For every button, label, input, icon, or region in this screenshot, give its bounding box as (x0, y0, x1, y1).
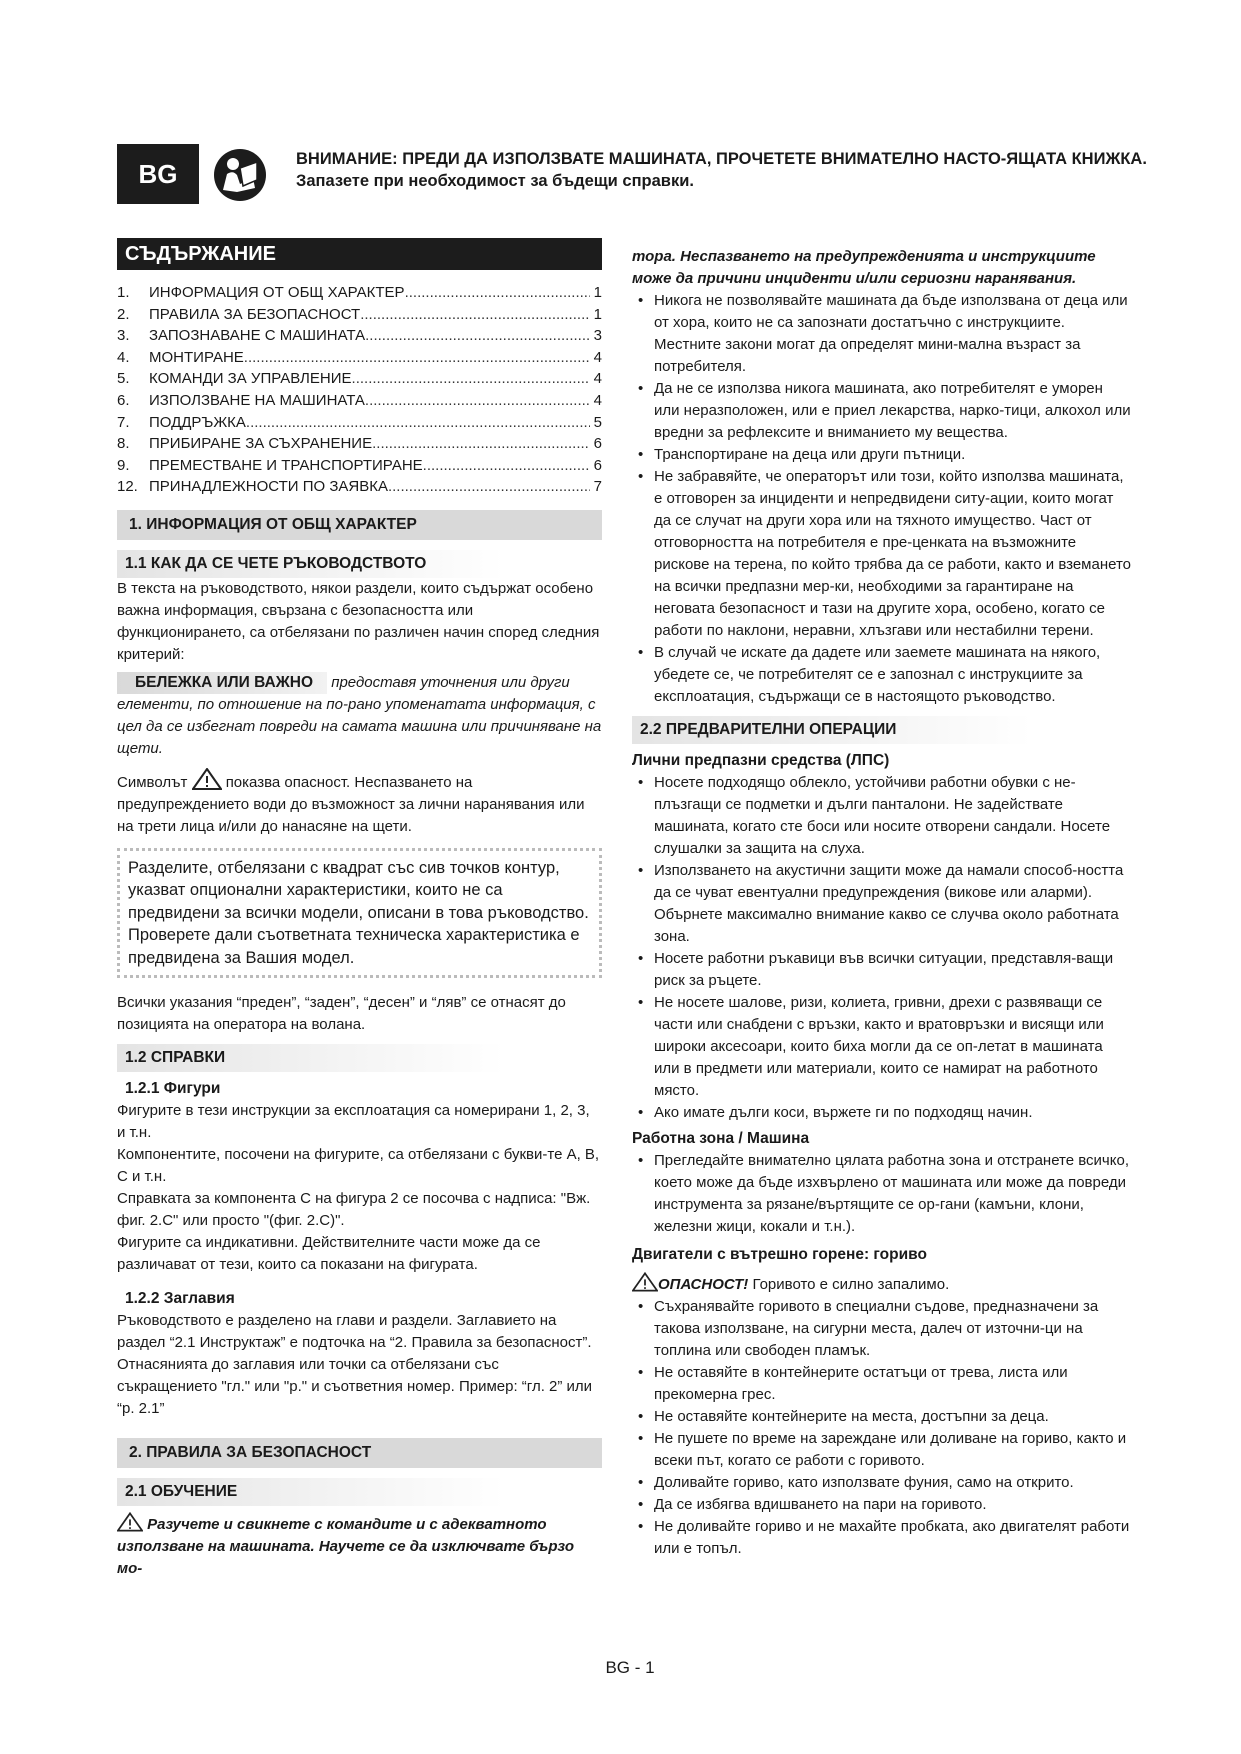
danger-text: Горивото е силно запалимо. (752, 1276, 950, 1293)
left-column (117, 238, 602, 1580)
list-item: • Използването на акустични защити може да намали способ-ността да се чуват евентуални предупреждения (викове или аларми). Обърнете максимално внимание какво се случва около работната зона. (632, 860, 1132, 948)
note-paragraph: БЕЛЕЖКА ИЛИ ВАЖНО предоставя уточнения или други елементи, по отношение на по-рано упоменатата информация, с цел да се избегнат повреди на самата машина или причиняване на щети. (117, 673, 602, 757)
list-item: • Доливайте гориво, като използвате фуния, само на открито. (632, 1472, 1132, 1494)
language-code: BG (138, 158, 178, 189)
list-item: • Носете работни ръкавици във всички ситуации, представля-ващи риск за ръцете. (632, 948, 1132, 992)
paragraph: Компонентите, посочени на фигурите, са отбелязани с букви-те А, В, С и т.н. (117, 1146, 600, 1186)
bullet-list (632, 1150, 1132, 1238)
read-manual-warning: ВНИМАНИЕ: ПРЕДИ ДА ИЗПОЛЗВАТЕ МАШИНАТА, ПРОЧЕТЕТЕ ВНИМАТЕЛНО НАСТО-ЯЩАТА КНИЖКА. Запазете при необходимост за бъдещи справки. (296, 150, 1147, 190)
paragraph: В текста на ръководството, някои раздели, които съдържат особено важна информация, свързана с безопасността или функционирането, са отбелязани по различен начин според следния критерий: (117, 579, 600, 663)
symbol-paragraph: Символът показва опасност. Неспазването на предупреждението води до възможност за лични наранявания или на трети лица и/или до нанасяне на щети. (117, 768, 602, 838)
warning-triangle-icon (632, 1272, 658, 1292)
list-item: • Не оставяйте контейнерите на места, достъпни за деца. (632, 1406, 1132, 1428)
training-warning: Разучете и свикнете с командите и с адекватното използване на машината. Научете се да изключвате бързо мо- (117, 1512, 602, 1580)
list-item: • Ако имате дълги коси, вържете ги по подходящ начин. (632, 1102, 1132, 1124)
toc-item: 12. ПРИНАДЛЕЖНОСТИ ПО ЗАЯВКА ..... 7 (117, 476, 602, 498)
note-label: БЕЛЕЖКА ИЛИ ВАЖНО (117, 672, 327, 694)
toc-item: 2. ПРАВИЛА ЗА БЕЗОПАСНОСТ ..... 1 (117, 304, 602, 326)
list-item: • Съхранявайте горивото в специални съдове, предназначени за такова използване, на сигурни места, далеч от източни-ци на топлина или свободен пламък. (632, 1296, 1132, 1362)
subsection-heading: 1.1 КАК ДА СЕ ЧЕТЕ РЪКОВОДСТВОТО (117, 550, 602, 578)
toc-item: 5. КОМАНДИ ЗА УПРАВЛЕНИЕ ..... 4 (117, 368, 602, 390)
paragraph: Справката за компонента С на фигура 2 се посочва с надписа: "Вж. фиг. 2.С" или просто "(фиг. 2.С)". (117, 1190, 591, 1230)
list-item: • Транспортиране на деца или други пътници. (632, 444, 1132, 466)
toc-item: 7. ПОДДРЪЖКА ..... 5 (117, 412, 602, 434)
paragraph: Всички указания “преден”, “заден”, “десен” и “ляв” се отнасят до позицията на оператора на волана. (117, 994, 566, 1034)
warning-triangle-icon (192, 768, 222, 790)
read-manual-icon (213, 148, 267, 202)
list-item: • Не носете шалове, ризи, колиета, гривни, дрехи с развяващи се части или снабдени с връзки, както и вратовръзки и висящи или широки аксесоари, които биха могли да се оп-летат в машината или в предмети или материали, които се намират на работното място. (632, 992, 1132, 1102)
paragraph: Фигурите в тези инструкции за експлоатация са номерирани 1, 2, 3, и т.н. (117, 1102, 590, 1142)
subsection-heading: 2.2 ПРЕДВАРИТЕЛНИ ОПЕРАЦИИ (632, 716, 1132, 744)
subsection-heading: 2.1 ОБУЧЕНИЕ (117, 1478, 602, 1506)
toc-item: 9. ПРЕМЕСТВАНЕ И ТРАНСПОРТИРАНЕ ..... 6 (117, 455, 602, 477)
danger-label: ОПАСНОСТ! (658, 1276, 753, 1293)
ppe-heading: Лични предпазни средства (ЛПС) (632, 752, 890, 769)
work-zone-heading: Работна зона / Машина (632, 1130, 810, 1147)
list-item: • Прегледайте внимателно цялата работна зона и отстранете всичко, което може да бъде изхвърлено от машината или може да повреди инструмента за рязане/въртящите се ор-гани (камъни, клони, железни жици, кокали и т.н.). (632, 1150, 1132, 1238)
list-item: • Носете подходящо облекло, устойчиви работни обувки с не-плъзгащи се подметки и дълги панталони. Не задействате машината, когато сте боси или носите отворени сандали. Носете слушалки за защита на слуха. (632, 772, 1132, 860)
list-item: • Не пушете по време на зареждане или доливане на гориво, както и всеки път, когато се работи с горивото. (632, 1428, 1132, 1472)
section-heading: 1. ИНФОРМАЦИЯ ОТ ОБЩ ХАРАКТЕР (117, 510, 602, 540)
toc-item: 1. ИНФОРМАЦИЯ ОТ ОБЩ ХАРАКТЕР ..... 1 (117, 282, 602, 304)
section-heading: 2. ПРАВИЛА ЗА БЕЗОПАСНОСТ (117, 1438, 602, 1468)
toc-title: СЪДЪРЖАНИЕ (117, 238, 602, 270)
toc-item: 3. ЗАПОЗНАВАНЕ С МАШИНАТА ..... 3 (117, 325, 602, 347)
bullet-list (632, 290, 1132, 708)
toc-item: 8. ПРИБИРАНЕ ЗА СЪХРАНЕНИЕ ..... 6 (117, 433, 602, 455)
list-item: • Не оставяйте в контейнерите остатъци от трева, листа или прекомерна грес. (632, 1362, 1132, 1406)
list-item: • Да не се използва никога машината, ако потребителят е уморен или неразположен, или е приел лекарства, нарко-тици, алкохол или вредни за рефлексите и вниманието му вещества. (632, 378, 1132, 444)
warning-triangle-icon (117, 1512, 143, 1532)
toc-item: 4. МОНТИРАНЕ ..... 4 (117, 347, 602, 369)
right-column-content (632, 246, 1132, 1560)
language-badge (117, 144, 199, 204)
sub-subsection-heading: 1.2.1 Фигури (125, 1080, 221, 1098)
toc-list (117, 282, 602, 498)
list-item: • Никога не позволявайте машината да бъде използвана от деца или от хора, които не са запознати достатъчно с инструкциите. Местните закони могат да определят мини-мална възраст за потребителя. (632, 290, 1132, 378)
list-item: • Да се избягва вдишването на пари на горивото. (632, 1494, 1132, 1516)
toc-item: 6. ИЗПОЛЗВАНЕ НА МАШИНАТА ..... 4 (117, 390, 602, 412)
list-item: • Не доливайте гориво и не махайте пробката, ако двигателят работи или е топъл. (632, 1516, 1132, 1560)
bullet-list (632, 1296, 1132, 1560)
sub-subsection-heading: 1.2.2 Заглавия (125, 1290, 235, 1308)
bullet-list (632, 772, 1132, 1124)
page-number: BG - 1 (605, 1658, 655, 1677)
list-item: • Не забравяйте, че операторът или този, който използва машината, е отговорен за инциденти и непредвидени ситу-ации, които могат да се случат на други хора или на тяхното имущество. Част от отговорността на потребителя е пре-ценката на възможните рискове на терена, по който трябва да се работи, както и вземането на всички предпазни мер-ки, необходими за гарантиране на неговата безопасност и тази на другите хора, особено, когато се работи по наклони, неравни, хлъзгави или нестабилни терени. (632, 466, 1132, 642)
list-item: • В случай че искате да дадете или заемете машината на някого, убедете се, че потребителят се е запознал с инструкциите за експлоатация, съдържащи се в настоящото ръководство. (632, 642, 1132, 708)
fuel-heading: Двигатели с вътрешно горене: гориво (632, 1246, 927, 1263)
optional-features-box: Разделите, отбелязани с квадрат със сив точков контур, указват опционални характеристики, които не са предвидени за всички модели, описани в това ръководство. Проверете дали съответната техническа характеристика е предвидена за Вашия модел. (117, 848, 602, 979)
paragraph: Фигурите са индикативни. Действителните части може да се различават от тези, които са показани на фигурата. (117, 1234, 541, 1274)
paragraph: Ръководството е разделено на глави и раздели. Заглавието на раздел “2.1 Инструктаж” е подточка на “2. Правила за безопасност”. Отнасянията до заглавия или точки са отбелязани със съкращението "гл." или "р." и съответния номер. Пример: “гл. 2” или “р. 2.1” (117, 1312, 593, 1418)
danger-line (632, 1272, 1132, 1296)
subsection-heading: 1.2 СПРАВКИ (117, 1044, 602, 1072)
training-warning-continued: тора. Неспазването на предупрежденията и инструкциите може да причини инциденти и/или сериозни наранявания. (632, 248, 1096, 287)
